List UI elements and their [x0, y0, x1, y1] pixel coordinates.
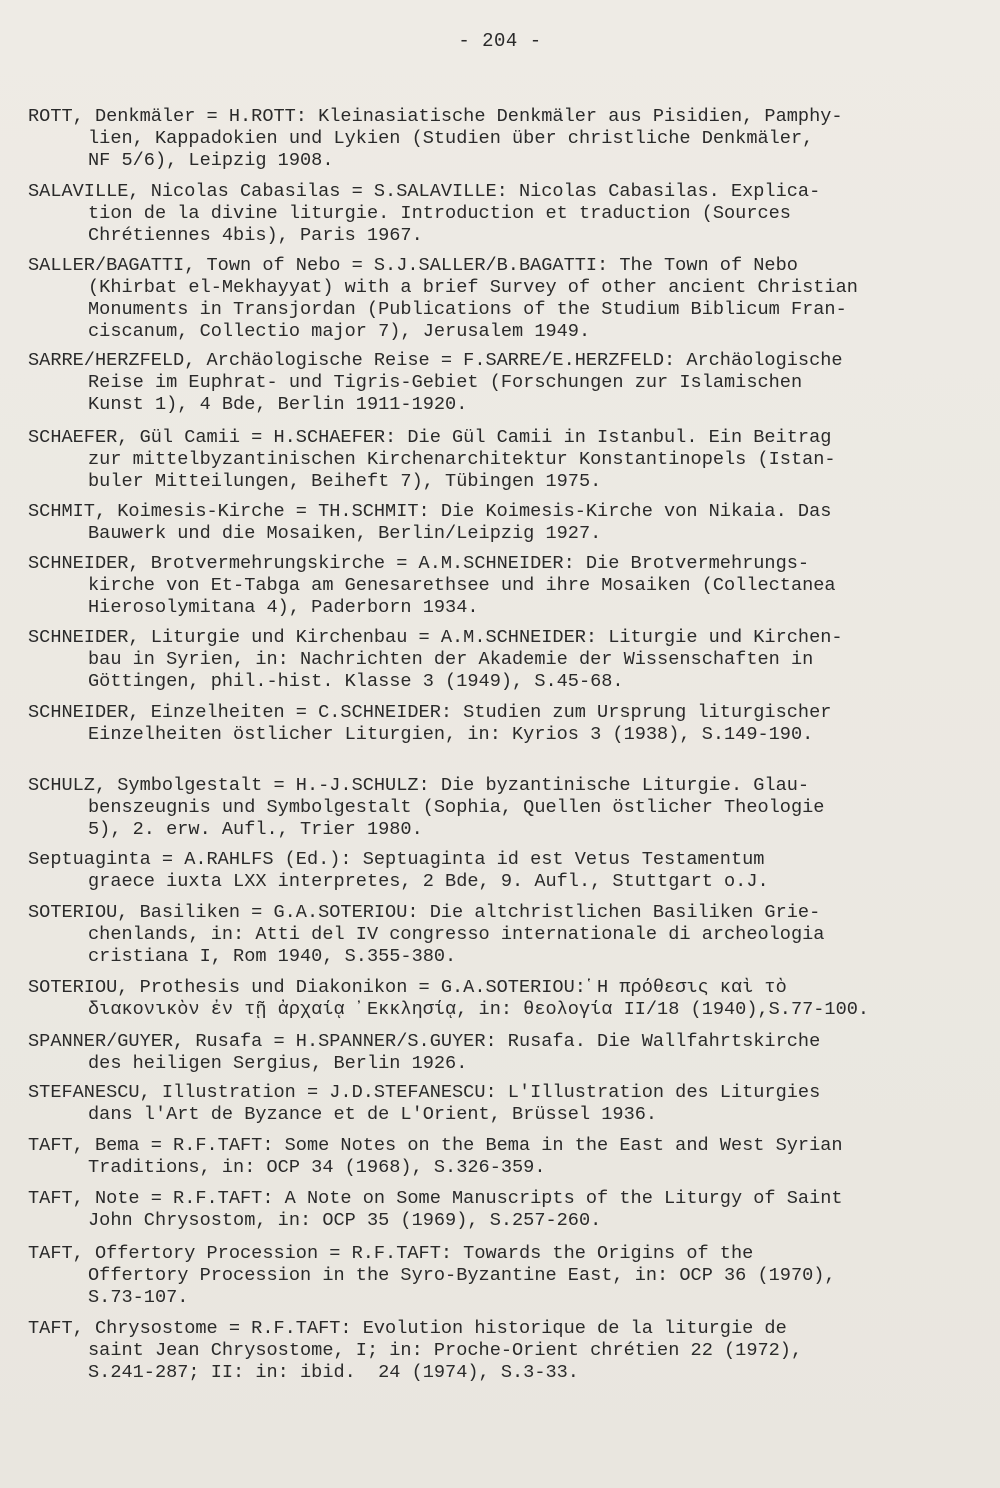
- entry-continuation-line: Hierosolymitana 4), Paderborn 1934.: [88, 597, 479, 618]
- bibliography-entry: [28, 255, 938, 343]
- entry-heading-line: TAFT, Offertory Procession = R.F.TAFT: Towards the Origins of the: [28, 1243, 754, 1264]
- bibliography-entry: [28, 627, 938, 693]
- entry-continuation-line: Traditions, in: OCP 34 (1968), S.326-359.: [88, 1157, 546, 1178]
- entry-heading-line: SCHULZ, Symbolgestalt = H.-J.SCHULZ: Die byzantinische Liturgie. Glau-: [28, 775, 810, 796]
- bibliography-entry: [28, 702, 938, 746]
- entry-heading-line: SCHMIT, Koimesis-Kirche = TH.SCHMIT: Die Koimesis-Kirche von Nikaia. Das: [28, 501, 832, 522]
- page-number: - 204 -: [458, 30, 542, 52]
- entry-continuation-line: 5), 2. erw. Aufl., Trier 1980.: [88, 819, 423, 840]
- entry-continuation-line: buler Mitteilungen, Beiheft 7), Tübingen 1975.: [88, 471, 602, 492]
- entry-continuation-line: Reise im Euphrat- und Tigris-Gebiet (Forschungen zur Islamischen: [88, 372, 803, 393]
- entry-continuation-line: S.73-107.: [88, 1287, 189, 1308]
- entry-heading-line: SPANNER/GUYER, Rusafa = H.SPANNER/S.GUYER: Rusafa. Die Wallfahrtskirche: [28, 1031, 821, 1052]
- bibliography-entry: [28, 902, 938, 968]
- entry-continuation-line: John Chrysostom, in: OCP 35 (1969), S.257-260.: [88, 1210, 602, 1231]
- entry-heading-line: SALLER/BAGATTI, Town of Nebo = S.J.SALLER/B.BAGATTI: The Town of Nebo: [28, 255, 798, 276]
- entry-continuation-line: des heiligen Sergius, Berlin 1926.: [88, 1053, 468, 1074]
- entry-heading-line: SOTERIOU, Prothesis und Diakonikon = G.A.SOTERIOU:῾Η πρόθεσις καὶ τὸ: [28, 977, 787, 998]
- entry-continuation-line: zur mittelbyzantinischen Kirchenarchitektur Konstantinopels (Istan-: [88, 449, 836, 470]
- entry-heading-line: SALAVILLE, Nicolas Cabasilas = S.SALAVILLE: Nicolas Cabasilas. Explica-: [28, 181, 821, 202]
- bibliography-entry: [28, 1188, 938, 1232]
- entry-heading-line: ROTT, Denkmäler = H.ROTT: Kleinasiatische Denkmäler aus Pisidien, Pamphy-: [28, 106, 843, 127]
- entry-continuation-line: Göttingen, phil.-hist. Klasse 3 (1949), S.45-68.: [88, 671, 624, 692]
- entry-continuation-line: benszeugnis und Symbolgestalt (Sophia, Quellen östlicher Theologie: [88, 797, 825, 818]
- entry-continuation-line: cristiana I, Rom 1940, S.355-380.: [88, 946, 457, 967]
- entry-continuation-line: Kunst 1), 4 Bde, Berlin 1911-1920.: [88, 394, 468, 415]
- entry-heading-line: SOTERIOU, Basiliken = G.A.SOTERIOU: Die altchristlichen Basiliken Grie-: [28, 902, 821, 923]
- entry-continuation-line: saint Jean Chrysostome, I; in: Proche-Orient chrétien 22 (1972),: [88, 1340, 803, 1361]
- entry-heading-line: SCHAEFER, Gül Camii = H.SCHAEFER: Die Gül Camii in Istanbul. Ein Beitrag: [28, 427, 832, 448]
- entry-continuation-line: tion de la divine liturgie. Introduction et traduction (Sources: [88, 203, 791, 224]
- entry-continuation-line: διακονικὸν ἐν τῇ ἀρχαίᾳ ᾿Εκκλησίᾳ, in: θεολογία II/18 (1940),S.77-100.: [88, 999, 870, 1020]
- entry-continuation-line: (Khirbat el-Mekhayyat) with a brief Survey of other ancient Christian: [88, 277, 858, 298]
- entry-continuation-line: dans l'Art de Byzance et de L'Orient, Brüssel 1936.: [88, 1104, 658, 1125]
- entry-heading-line: STEFANESCU, Illustration = J.D.STEFANESCU: L'Illustration des Liturgies: [28, 1082, 821, 1103]
- bibliography-entry: [28, 1031, 938, 1075]
- bibliography-entry: [28, 106, 938, 172]
- entry-continuation-line: ciscanum, Collectio major 7), Jerusalem 1949.: [88, 321, 591, 342]
- bibliography-entry: [28, 849, 938, 893]
- bibliography-entry: [28, 1243, 938, 1309]
- entry-continuation-line: Offertory Procession in the Syro-Byzantine East, in: OCP 36 (1970),: [88, 1265, 836, 1286]
- entry-heading-line: TAFT, Bema = R.F.TAFT: Some Notes on the Bema in the East and West Syrian: [28, 1135, 843, 1156]
- bibliography-entry: [28, 775, 938, 841]
- bibliography-entry: [28, 427, 938, 493]
- entry-heading-line: Septuaginta = A.RAHLFS (Ed.): Septuaginta id est Vetus Testamentum: [28, 849, 765, 870]
- entry-continuation-line: Einzelheiten östlicher Liturgien, in: Kyrios 3 (1938), S.149-190.: [88, 724, 814, 745]
- entry-continuation-line: chenlands, in: Atti del IV congresso internationale di archeologia: [88, 924, 825, 945]
- bibliography-entry: [28, 1135, 938, 1179]
- bibliography-entry: [28, 501, 938, 545]
- entry-heading-line: SARRE/HERZFELD, Archäologische Reise = F.SARRE/E.HERZFELD: Archäologische: [28, 350, 843, 371]
- bibliography-entry: [28, 1082, 938, 1126]
- entry-continuation-line: NF 5/6), Leipzig 1908.: [88, 150, 334, 171]
- entry-continuation-line: Monuments in Transjordan (Publications of the Studium Biblicum Fran-: [88, 299, 847, 320]
- entry-continuation-line: S.241-287; II: in: ibid. 24 (1974), S.3-33.: [88, 1362, 579, 1383]
- bibliography-entry: [28, 1318, 938, 1384]
- entry-heading-line: SCHNEIDER, Einzelheiten = C.SCHNEIDER: Studien zum Ursprung liturgischer: [28, 702, 832, 723]
- entry-continuation-line: Chrétiennes 4bis), Paris 1967.: [88, 225, 423, 246]
- bibliography-entry: [28, 181, 938, 247]
- entry-continuation-line: lien, Kappadokien und Lykien (Studien über christliche Denkmäler,: [88, 128, 814, 149]
- entry-continuation-line: kirche von Et-Tabga am Genesarethsee und ihre Mosaiken (Collectanea: [88, 575, 836, 596]
- entry-continuation-line: graece iuxta LXX interpretes, 2 Bde, 9. Aufl., Stuttgart o.J.: [88, 871, 769, 892]
- entry-continuation-line: bau in Syrien, in: Nachrichten der Akademie der Wissenschaften in: [88, 649, 814, 670]
- bibliography-entry: [28, 553, 938, 619]
- entry-heading-line: TAFT, Note = R.F.TAFT: A Note on Some Manuscripts of the Liturgy of Saint: [28, 1188, 843, 1209]
- entry-heading-line: SCHNEIDER, Brotvermehrungskirche = A.M.SCHNEIDER: Die Brotvermehrungs-: [28, 553, 810, 574]
- entry-heading-line: TAFT, Chrysostome = R.F.TAFT: Evolution historique de la liturgie de: [28, 1318, 787, 1339]
- entry-continuation-line: Bauwerk und die Mosaiken, Berlin/Leipzig 1927.: [88, 523, 602, 544]
- bibliography-entry: [28, 977, 938, 1021]
- bibliography-entry: [28, 350, 938, 416]
- entry-heading-line: SCHNEIDER, Liturgie und Kirchenbau = A.M.SCHNEIDER: Liturgie und Kirchen-: [28, 627, 843, 648]
